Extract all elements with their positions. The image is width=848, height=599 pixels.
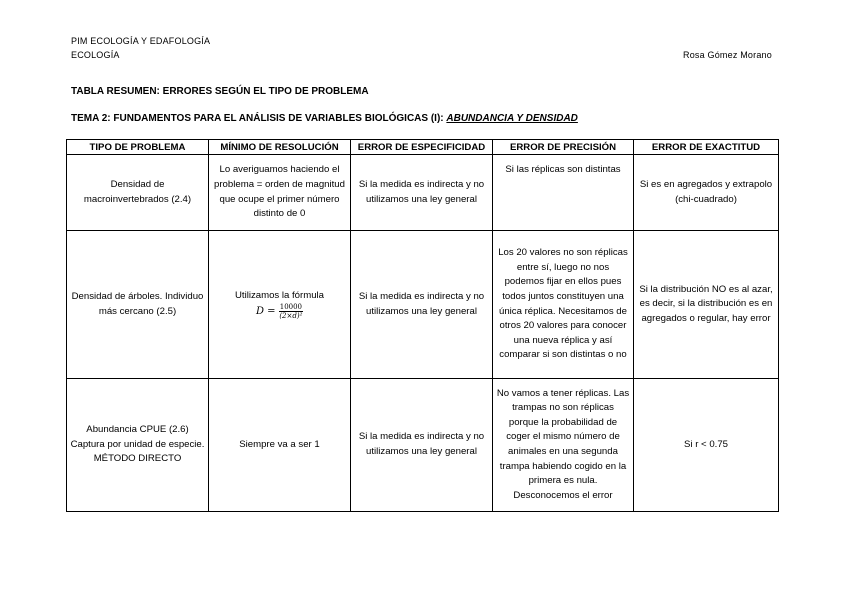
- formula-fraction: [279, 303, 303, 320]
- problem-line: Captura por unidad de especie.: [70, 438, 205, 450]
- cell-min-resolution: [209, 231, 351, 379]
- column-header: ERROR DE PRECISIÓN: [493, 140, 634, 155]
- cell-specificity: Si la medida es indirecta y no utilizamos una ley general: [351, 155, 493, 231]
- cell-precision: Los 20 valores no son réplicas entre sí, luego no nos podemos fijar en ellos pues todos juntos constituyen una única réplica. Necesitamos de otros 20 valores para conocer una nueva réplica y así comparar si son distintas o no: [493, 231, 634, 379]
- column-header: MÍNIMO DE RESOLUCIÓN: [209, 140, 351, 155]
- topic-title: [71, 113, 578, 124]
- cell-specificity: Si la medida es indirecta y no utilizamos una ley general: [351, 231, 493, 379]
- table-row: [67, 231, 779, 379]
- formula-lhs: D =: [255, 306, 276, 318]
- column-header: ERROR DE ESPECIFICIDAD: [351, 140, 493, 155]
- topic-emphasis: ABUNDANCIA Y DENSIDAD: [446, 113, 578, 124]
- cell-min-resolution: Lo averiguamos haciendo el problema = orden de magnitud que ocupe el primer número distinto de 0: [209, 155, 351, 231]
- problem-line: Abundancia CPUE (2.6): [86, 424, 189, 436]
- table-row: [67, 155, 779, 231]
- problem-line: MÉTODO DIRECTO: [93, 453, 182, 465]
- topic-prefix: TEMA 2: FUNDAMENTOS PARA EL ANÁLISIS DE VARIABLES BIOLÓGICAS (I):: [71, 113, 447, 124]
- table-header-row: [67, 140, 779, 155]
- author-name: Rosa Gómez Morano: [683, 50, 772, 60]
- cell-min-resolution: Siempre va a ser 1: [209, 379, 351, 512]
- density-formula: [212, 303, 347, 320]
- cell-problem: Densidad de árboles. Individuo más cercano (2.5): [67, 231, 209, 379]
- column-header: TIPO DE PROBLEMA: [67, 140, 209, 155]
- cell-accuracy: Si es en agregados y extrapolo (chi-cuadrado): [634, 155, 779, 231]
- course-header: PIM ECOLOGÍA Y EDAFOLOGÍA: [71, 36, 211, 46]
- cell-accuracy: Si r < 0.75: [634, 379, 779, 512]
- cell-problem: Densidad de macroinvertebrados (2.4): [67, 155, 209, 231]
- subject-header: ECOLOGÍA: [71, 50, 120, 60]
- cell-precision: Si las réplicas son distintas: [493, 155, 634, 231]
- cell-accuracy: Si la distribución NO es al azar, es decir, si la distribución es en agregados o regular, hay error: [634, 231, 779, 379]
- cell-specificity: Si la medida es indirecta y no utilizamos una ley general: [351, 379, 493, 512]
- table-row: [67, 379, 779, 512]
- cell-precision: No vamos a tener réplicas. Las trampas no son réplicas porque la probabilidad de coger el mismo número de animales en una segunda trampa habiendo cogido en la primera es nula. Desconocemos el error: [493, 379, 634, 512]
- formula-numerator: 10000: [279, 303, 303, 312]
- summary-title: TABLA RESUMEN: ERRORES SEGÚN EL TIPO DE PROBLEMA: [71, 86, 369, 97]
- formula-label: Utilizamos la fórmula: [234, 289, 325, 301]
- cell-problem: [67, 379, 209, 512]
- errors-summary-table: [66, 139, 779, 512]
- column-header: ERROR DE EXACTITUD: [634, 140, 779, 155]
- formula-denominator: (2×d)²: [279, 312, 303, 321]
